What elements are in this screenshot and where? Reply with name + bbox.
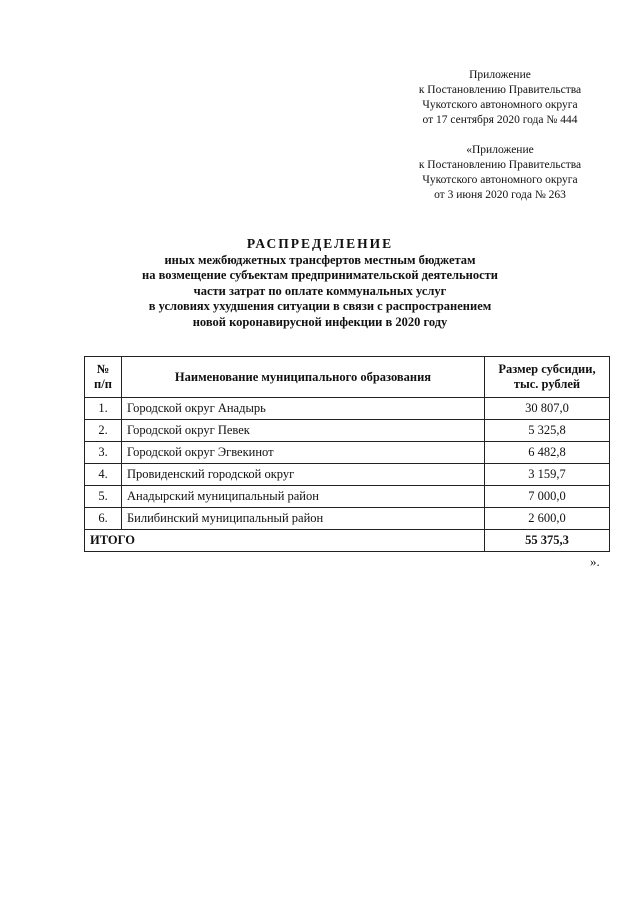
row-number: 5. (85, 486, 122, 508)
document-title: РАСПРЕДЕЛЕНИЕ (246, 236, 394, 251)
subsidy-amount: 6 482,8 (485, 442, 610, 464)
appendix-line: от 3 июня 2020 года № 263 (434, 189, 566, 201)
subsidy-amount: 30 807,0 (485, 398, 610, 420)
table-row (85, 442, 610, 464)
row-number: 4. (85, 464, 122, 486)
subsidy-amount: 2 600,0 (485, 508, 610, 530)
total-amount: 55 375,3 (485, 530, 610, 552)
column-header-number (85, 357, 122, 398)
subtitle-line: иных межбюджетных трансфертов местным бюджетам (164, 252, 476, 267)
document-heading (60, 236, 580, 330)
appendix-header-previous (380, 143, 620, 203)
table-total-row (85, 530, 610, 552)
subtitle-line: новой коронавирусной инфекции в 2020 году (192, 314, 448, 329)
row-number: 3. (85, 442, 122, 464)
appendix-line: к Постановлению Правительства (418, 84, 582, 96)
municipality-name: Анадырский муниципальный район (122, 486, 485, 508)
header-text: Размер субсидии, (498, 362, 596, 376)
municipality-name: Городской округ Анадырь (122, 398, 485, 420)
subsidy-amount: 7 000,0 (485, 486, 610, 508)
municipality-name: Провиденский городской округ (122, 464, 485, 486)
appendix-line: Приложение (469, 69, 531, 81)
subsidy-amount: 5 325,8 (485, 420, 610, 442)
table-header-row (85, 357, 610, 398)
table-row (85, 420, 610, 442)
header-text: № (96, 362, 110, 376)
column-header-name: Наименование муниципального образования (122, 357, 485, 398)
table-row (85, 508, 610, 530)
table-row (85, 398, 610, 420)
appendix-header-current (380, 68, 620, 128)
subtitle-line: части затрат по оплате коммунальных услуг (193, 283, 447, 298)
subtitle-line: в условиях ухудшения ситуации в связи с распространением (148, 299, 492, 313)
header-text: тыс. рублей (513, 377, 581, 391)
subtitle-line: на возмещение субъектам предпринимательской деятельности (142, 268, 498, 282)
appendix-line: от 17 сентября 2020 года № 444 (422, 114, 578, 126)
municipality-name: Городской округ Эгвекинот (122, 442, 485, 464)
row-number: 6. (85, 508, 122, 530)
table-row (85, 486, 610, 508)
municipality-name: Билибинский муниципальный район (122, 508, 485, 530)
header-text: п/п (94, 377, 112, 391)
column-header-value (485, 357, 610, 398)
appendix-line: «Приложение (466, 144, 534, 156)
appendix-line: Чукотского автономного округа (422, 99, 578, 111)
appendix-line: к Постановлению Правительства (418, 159, 582, 171)
subsidy-amount: 3 159,7 (485, 464, 610, 486)
closing-quote-mark: ». (590, 554, 600, 569)
municipality-name: Городской округ Певек (122, 420, 485, 442)
appendix-line: Чукотского автономного округа (422, 174, 578, 186)
table-row (85, 464, 610, 486)
distribution-table (84, 356, 610, 552)
total-label: ИТОГО (85, 530, 485, 552)
row-number: 2. (85, 420, 122, 442)
row-number: 1. (85, 398, 122, 420)
